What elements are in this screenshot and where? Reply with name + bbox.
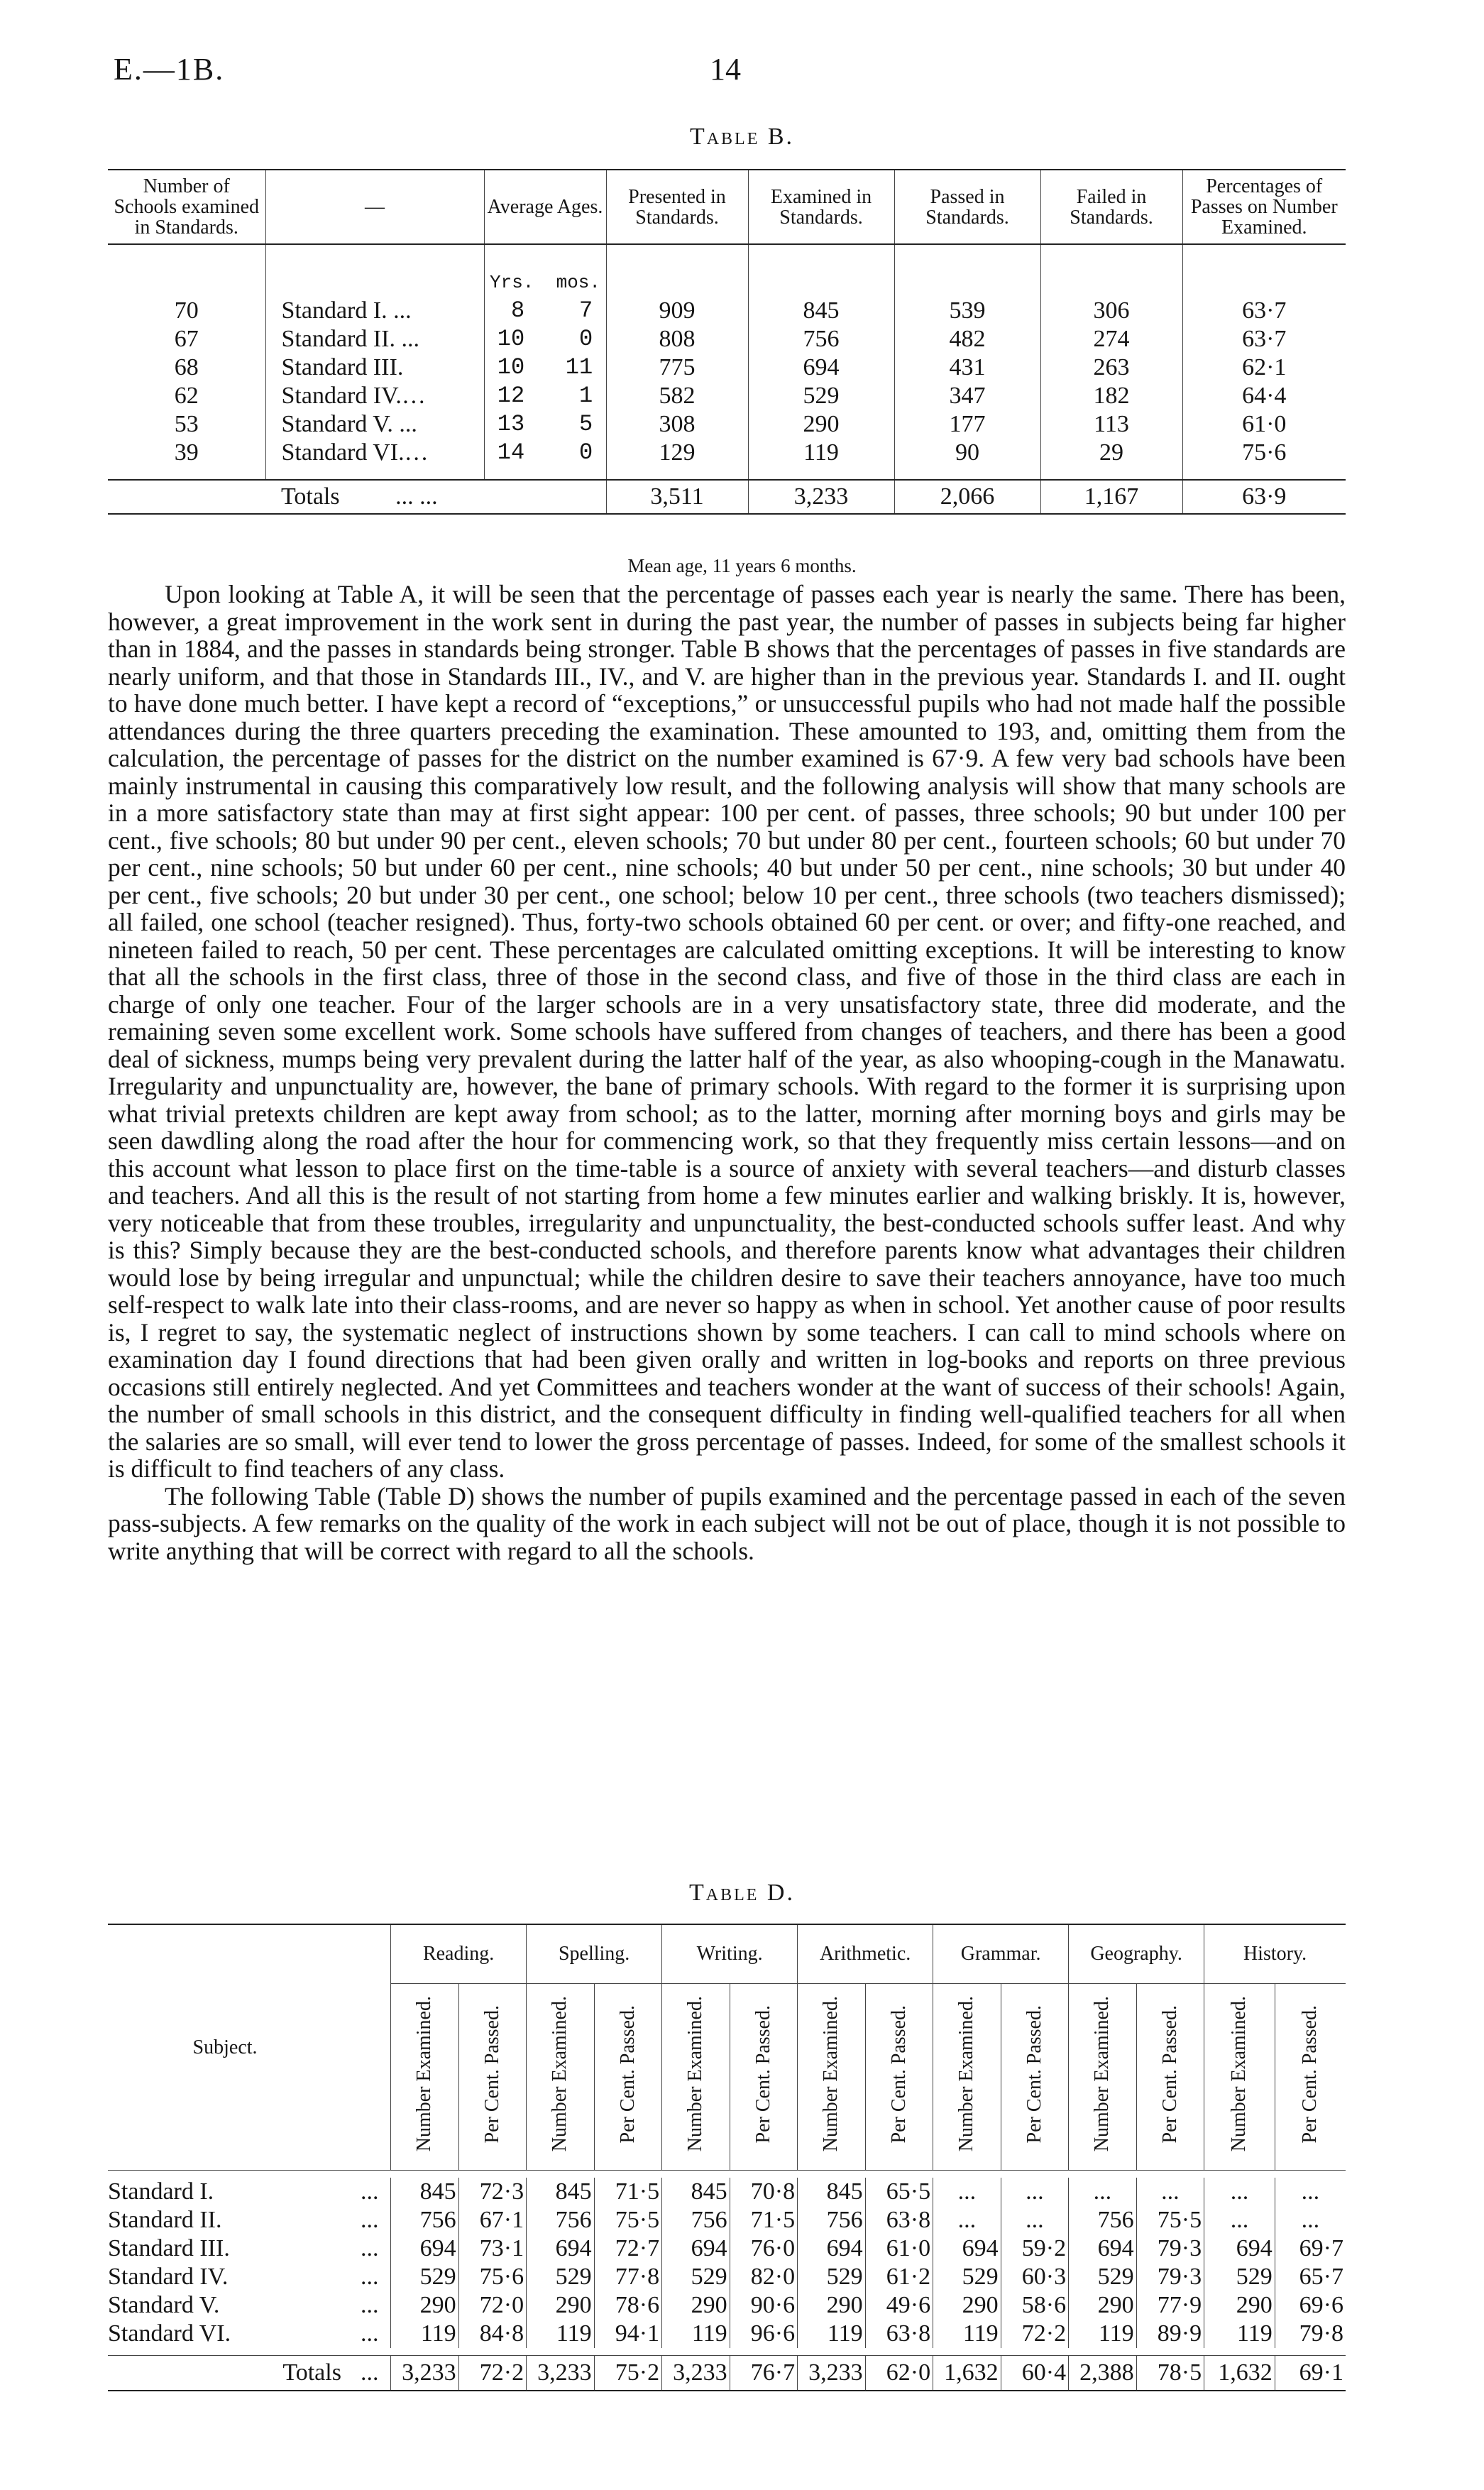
number-examined-cell: 290: [933, 2291, 1001, 2320]
table-d-subject-row: [108, 1924, 1346, 1984]
table-b-passed-cell: 431: [894, 353, 1040, 382]
per-cent-passed-cell: 60·4: [1001, 2356, 1069, 2391]
rotated-header-label: Per Cent. Passed.: [1023, 2004, 1045, 2144]
subject-history: History.: [1204, 1924, 1346, 1984]
number-examined-cell: 2,388: [1069, 2356, 1137, 2391]
per-cent-passed-cell: 75·5: [1136, 2206, 1204, 2234]
per-cent-passed-cell: 71·5: [730, 2206, 798, 2234]
rotated-header-label: Number Examined.: [820, 1996, 842, 2152]
subject-spelling: Spelling.: [527, 1924, 662, 1984]
standard-name: Standard IV.: [108, 2264, 229, 2290]
table-b-percentage-cell: 64·4: [1182, 382, 1346, 410]
number-examined-cell: 119: [527, 2320, 595, 2348]
table-b-percentage-cell: 61·0: [1182, 410, 1346, 439]
table-b-passed-cell: 482: [894, 325, 1040, 353]
table-b-percentage-cell: 63·7: [1182, 297, 1346, 325]
table-b-percentage-cell: 62·1: [1182, 353, 1346, 382]
per-cent-passed-cell: 82·0: [730, 2263, 798, 2291]
number-examined-header: [527, 1984, 595, 2171]
number-examined-cell: 756: [1069, 2206, 1137, 2234]
per-cent-passed-cell: 70·8: [730, 2178, 798, 2206]
table-b-standard-cell: Standard II. ...: [265, 325, 484, 353]
leader-dots: ...: [360, 2320, 379, 2347]
table-b-examined-cell: 119: [748, 439, 894, 467]
per-cent-passed-cell: 90·6: [730, 2291, 798, 2320]
number-examined-cell: 119: [933, 2320, 1001, 2348]
table-b-passed-cell: 177: [894, 410, 1040, 439]
table-b-standard-cell: Standard V. ...: [265, 410, 484, 439]
number-examined-cell: 3,233: [391, 2356, 459, 2391]
col-percentage-header: Percentages of Passes on Number Examined.: [1182, 170, 1346, 244]
per-cent-passed-cell: 61·0: [865, 2234, 933, 2263]
table-b-passed-cell: 347: [894, 382, 1040, 410]
rotated-header-label: Number Examined.: [549, 1996, 571, 2152]
table-b-ages-cell: 12 1: [484, 382, 606, 410]
per-cent-passed-cell: 79·3: [1136, 2234, 1204, 2263]
per-cent-passed-cell: 76·7: [730, 2356, 798, 2391]
per-cent-passed-cell: 72·2: [458, 2356, 527, 2391]
number-examined-cell: 119: [798, 2320, 866, 2348]
rotated-header-label: Per Cent. Passed.: [1299, 2004, 1321, 2144]
leader-dots: ...: [360, 2207, 379, 2233]
per-cent-passed-cell: ...: [1275, 2178, 1346, 2206]
rotated-header-label: Per Cent. Passed.: [616, 2004, 639, 2144]
table-b-row: [108, 410, 1346, 439]
table-b-schools-cell: 62: [174, 383, 199, 409]
per-cent-passed-cell: 60·3: [1001, 2263, 1069, 2291]
page-number: 14: [710, 52, 741, 87]
number-examined-header: [798, 1984, 866, 2171]
table-b-standard-cell: Standard III.: [265, 353, 484, 382]
rotated-header-label: Per Cent. Passed.: [480, 2004, 503, 2144]
number-examined-cell: 694: [933, 2234, 1001, 2263]
number-examined-cell: ...: [933, 2178, 1001, 2206]
subject-geography: Geography.: [1069, 1924, 1204, 1984]
number-examined-cell: 529: [391, 2263, 459, 2291]
table-b-row: [108, 353, 1346, 382]
leader-dots: ...: [358, 2356, 391, 2391]
table-b-passed-cell: 90: [894, 439, 1040, 467]
per-cent-passed-cell: 63·8: [865, 2320, 933, 2348]
number-examined-cell: 1,632: [1204, 2356, 1275, 2391]
number-examined-cell: 756: [391, 2206, 459, 2234]
paragraph-analysis: Upon looking at Table A, it will be seen that the percentage of passes each year is nearly the same. There has been, however, a great improvement in the work sent in during the past year, the number of passes in subjects being far higher than in 1884, and the passes in standards being stronger. Table B shows that the percentages of passes in five standards are nearly uniform, and that those in Standards III., IV., and V. are higher than in the previous year. Standards I. and II. ought to have done much better. I have kept a record of “exceptions,” or unsuccessful pupils who had not made half the possible attendances during the three quarters preceding the examination. These amounted to 193, and, omitting them from the calculation, the percentage of passes for the district on the number examined is 67·9. A few very bad schools have been mainly instrumental in causing this comparatively low result, and the following analysis will show that many schools are in a more satisfactory state than may at first sight appear: 100 per cent. of passes, three schools; 90 but under 100 per cent., five schools; 80 but under 90 per cent., eleven schools; 70 but under 80 per cent., fourteen schools; 60 but under 70 per cent., nine schools; 50 but under 60 per cent., nine schools; 40 but under 50 per cent., nine schools; 30 but under 40 per cent., five schools; 20 but under 30 per cent., one school; below 10 per cent., three schools (two teachers dismissed); all failed, one school (teacher resigned). Thus, forty-two schools obtained 60 per cent. or over; and fifty-one reached, and nineteen failed to reach, 50 per cent. These percentages are calculated omitting exceptions. It will be interesting to know that all the schools in the first class, three of those in the second class, and five of those in the third class are each in charge of only one teacher. Four of the larger schools are in a very unsatisfactory state, three did moderate, and the remaining seven some excellent work. Some schools have suffered from changes of teachers, and there has been a good deal of sickness, mumps being very prevalent during the latter half of the year, as also whooping-cough in the Manawatu. Irregularity and unpunctuality are, however, the bane of primary schools. With regard to the former it is surprising upon what trivial pretexts children are kept away from school; as to the latter, morning after morning boys and girls may be seen dawdling along the road after the hour for commencing work, so that they frequently miss certain lessons—and on this account what lesson to place first on the time-table is a source of anxiety with several teachers—and disturb classes and teachers. And all this is the result of not starting from home a few minutes earlier and walking briskly. It is, however, very noticeable that from these troubles, irregularity and unpunctuality, the best-conducted schools suffer least. And why is this? Simply because they are the best-conducted schools, and therefore parents know what advantages their children would lose by being irregular and unpunctual; while the children desire to save their teachers annoyance, have too much self-respect to walk late into their class-rooms, and are never so happy as when in school. Yet another cause of poor results is, I regret to say, the systematic neglect of instructions shown by some teachers. I can call to mind schools where on examination day I found directions that had been given orally and written in log-books and reports on three previous occasions still entirely neglected. And yet Committees and teachers wonder at the want of success of their schools! Again, the number of small schools in this district, and the consequent difficulty in finding well-qualified teachers for all when the salaries are so small, will ever tend to lower the gross percentage of passes. Indeed, for some of the smallest schools it is difficult to find teachers of any class.: [108, 580, 1346, 1483]
per-cent-passed-header: [1136, 1984, 1204, 2171]
table-b-ages-cell: 13 5: [484, 410, 606, 439]
per-cent-passed-cell: 75·2: [594, 2356, 662, 2391]
table-b-presented-cell: 808: [606, 325, 748, 353]
per-cent-passed-cell: 77·8: [594, 2263, 662, 2291]
table-b-spacer: [108, 467, 1346, 480]
number-examined-cell: 756: [527, 2206, 595, 2234]
table-b: [108, 169, 1346, 515]
leader-dots: ...: [360, 2178, 379, 2205]
per-cent-passed-cell: 72·3: [458, 2178, 527, 2206]
standard-name: Standard III.: [108, 2235, 230, 2261]
table-b-ages-cell: 10 11: [484, 353, 606, 382]
table-b-failed-cell: 263: [1040, 353, 1182, 382]
totals-presented: 3,511: [606, 480, 748, 514]
per-cent-passed-header: [1275, 1984, 1346, 2171]
subject-grammar: Grammar.: [933, 1924, 1069, 1984]
per-cent-passed-header: [594, 1984, 662, 2171]
table-b-presented-cell: 775: [606, 353, 748, 382]
number-examined-cell: 119: [1069, 2320, 1137, 2348]
rotated-header-label: Per Cent. Passed.: [887, 2004, 910, 2144]
per-cent-passed-cell: ...: [1275, 2206, 1346, 2234]
table-b-examined-cell: 290: [748, 410, 894, 439]
per-cent-passed-cell: 96·6: [730, 2320, 798, 2348]
table-b-schools-cell: 53: [174, 411, 199, 437]
per-cent-passed-header: [730, 1984, 798, 2171]
table-b-presented-cell: 582: [606, 382, 748, 410]
rotated-header-label: Number Examined.: [413, 1996, 436, 2152]
rotated-header-label: Number Examined.: [1228, 1996, 1251, 2152]
report-body: [108, 581, 1346, 1564]
number-examined-cell: 694: [798, 2234, 866, 2263]
per-cent-passed-cell: 49·6: [865, 2291, 933, 2320]
table-b-row: [108, 297, 1346, 325]
table-b-examined-cell: 529: [748, 382, 894, 410]
table-b-header-row: [108, 170, 1346, 244]
per-cent-passed-cell: 69·7: [1275, 2234, 1346, 2263]
number-examined-cell: 290: [527, 2291, 595, 2320]
per-cent-passed-cell: ...: [1001, 2178, 1069, 2206]
table-b-standard-cell: Standard I. ...: [265, 297, 484, 325]
table-d: [108, 1924, 1346, 2391]
table-b-standard-cell: Standard VI.…: [265, 439, 484, 467]
table-b-presented-cell: 909: [606, 297, 748, 325]
number-examined-cell: 290: [391, 2291, 459, 2320]
number-examined-cell: 119: [1204, 2320, 1275, 2348]
number-examined-cell: 756: [662, 2206, 730, 2234]
per-cent-passed-header: [865, 1984, 933, 2171]
number-examined-cell: 845: [391, 2178, 459, 2206]
col-failed-header: Failed in Standards.: [1040, 170, 1182, 244]
per-cent-passed-cell: 62·0: [865, 2356, 933, 2391]
standard-name: Totals: [108, 2356, 358, 2391]
rotated-header-label: Number Examined.: [955, 1996, 978, 2152]
number-examined-cell: ...: [1204, 2206, 1275, 2234]
subject-arithmetic: Arithmetic.: [798, 1924, 933, 1984]
table-d-spacer: [108, 2348, 1346, 2356]
leader-dots: ...: [360, 2264, 379, 2290]
number-examined-cell: 694: [391, 2234, 459, 2263]
table-d-totals-row: [108, 2356, 1346, 2391]
per-cent-passed-cell: ...: [1136, 2178, 1204, 2206]
per-cent-passed-cell: 89·9: [1136, 2320, 1204, 2348]
table-b-caption: Table B.: [689, 124, 795, 150]
number-examined-cell: 845: [798, 2178, 866, 2206]
per-cent-passed-cell: 73·1: [458, 2234, 527, 2263]
table-b-examined-cell: 694: [748, 353, 894, 382]
rotated-header-label: Per Cent. Passed.: [1158, 2004, 1181, 2144]
table-b-schools-cell: 68: [174, 354, 199, 380]
table-d-row: [108, 2320, 1346, 2348]
per-cent-passed-cell: 61·2: [865, 2263, 933, 2291]
col-standard-header: —: [265, 170, 484, 244]
subject-header: Subject.: [108, 1924, 391, 2171]
rotated-header-label: Number Examined.: [684, 1996, 707, 2152]
table-b-examined-cell: 756: [748, 325, 894, 353]
document-code: E.—1B.: [114, 52, 225, 87]
table-b-failed-cell: 306: [1040, 297, 1182, 325]
table-d-row: [108, 2263, 1346, 2291]
per-cent-passed-cell: 78·5: [1136, 2356, 1204, 2391]
rotated-header-label: Number Examined.: [1091, 1996, 1114, 2152]
number-examined-cell: ...: [1069, 2178, 1137, 2206]
col-presented-header: Presented in Standards.: [606, 170, 748, 244]
table-b-schools-cell: 39: [174, 439, 199, 466]
number-examined-cell: ...: [933, 2206, 1001, 2234]
table-b-schools-cell: 67: [174, 326, 199, 352]
number-examined-header: [1204, 1984, 1275, 2171]
number-examined-cell: 3,233: [798, 2356, 866, 2391]
age-units: Yrs. mos.: [484, 268, 606, 297]
per-cent-passed-cell: 63·8: [865, 2206, 933, 2234]
number-examined-cell: 845: [527, 2178, 595, 2206]
table-b-ages-cell: 8 7: [484, 297, 606, 325]
per-cent-passed-cell: 67·1: [458, 2206, 527, 2234]
number-examined-cell: 694: [1204, 2234, 1275, 2263]
number-examined-cell: 694: [527, 2234, 595, 2263]
standard-name: Standard V.: [108, 2292, 220, 2318]
per-cent-passed-cell: 72·0: [458, 2291, 527, 2320]
per-cent-passed-cell: 65·5: [865, 2178, 933, 2206]
table-d-row: [108, 2291, 1346, 2320]
paragraph-table-d-intro: The following Table (Table D) shows the number of pupils examined and the percentage passed in each of the seven pass-subjects. A few remarks on the quality of the work in each subject will not be out of place, though it is not possible to write anything that will be correct with regard to all the schools.: [108, 1481, 1346, 1565]
number-examined-cell: 1,632: [933, 2356, 1001, 2391]
per-cent-passed-cell: 76·0: [730, 2234, 798, 2263]
per-cent-passed-cell: 79·8: [1275, 2320, 1346, 2348]
per-cent-passed-cell: 78·6: [594, 2291, 662, 2320]
table-d-row: [108, 2234, 1346, 2263]
number-examined-cell: 290: [798, 2291, 866, 2320]
number-examined-cell: 119: [391, 2320, 459, 2348]
number-examined-header: [662, 1984, 730, 2171]
table-d-row: [108, 2178, 1346, 2206]
table-b-failed-cell: 182: [1040, 382, 1182, 410]
number-examined-cell: 529: [798, 2263, 866, 2291]
number-examined-cell: 3,233: [527, 2356, 595, 2391]
table-d-caption: Table D.: [689, 1880, 795, 1906]
per-cent-passed-cell: 69·1: [1275, 2356, 1346, 2391]
leader-dots: ...: [360, 2235, 379, 2261]
per-cent-passed-cell: 77·9: [1136, 2291, 1204, 2320]
col-schools-header: Number of Schools examined in Standards.: [108, 170, 265, 244]
col-passed-header: Passed in Standards.: [894, 170, 1040, 244]
table-b-percentage-cell: 75·6: [1182, 439, 1346, 467]
number-examined-header: [1069, 1984, 1137, 2171]
col-examined-header: Examined in Standards.: [748, 170, 894, 244]
per-cent-passed-cell: 58·6: [1001, 2291, 1069, 2320]
number-examined-cell: 756: [798, 2206, 866, 2234]
number-examined-cell: 694: [662, 2234, 730, 2263]
number-examined-cell: 3,233: [662, 2356, 730, 2391]
standard-name: Standard II.: [108, 2207, 222, 2233]
totals-examined: 3,233: [748, 480, 894, 514]
table-b-presented-cell: 308: [606, 410, 748, 439]
number-examined-cell: 529: [527, 2263, 595, 2291]
table-b-failed-cell: 113: [1040, 410, 1182, 439]
totals-label-text: Totals: [281, 483, 340, 510]
leader-dots: ...: [360, 2292, 379, 2318]
totals-passed: 2,066: [894, 480, 1040, 514]
per-cent-passed-cell: 65·7: [1275, 2263, 1346, 2291]
number-examined-cell: 529: [662, 2263, 730, 2291]
standard-name: Standard I.: [108, 2178, 214, 2205]
per-cent-passed-cell: 94·1: [594, 2320, 662, 2348]
table-b-failed-cell: 274: [1040, 325, 1182, 353]
number-examined-header: [933, 1984, 1001, 2171]
per-cent-passed-cell: 84·8: [458, 2320, 527, 2348]
totals-percentage: 63·9: [1182, 480, 1346, 514]
number-examined-cell: 529: [1069, 2263, 1137, 2291]
totals-dots: ... ...: [395, 483, 438, 510]
table-b-percentage-cell: 63·7: [1182, 325, 1346, 353]
number-examined-cell: 529: [933, 2263, 1001, 2291]
per-cent-passed-cell: 75·5: [594, 2206, 662, 2234]
number-examined-cell: 694: [1069, 2234, 1137, 2263]
table-d-spacer: [108, 2171, 1346, 2178]
number-examined-cell: 119: [662, 2320, 730, 2348]
number-examined-cell: 290: [1204, 2291, 1275, 2320]
totals-label: [265, 480, 606, 514]
per-cent-passed-cell: 69·6: [1275, 2291, 1346, 2320]
table-b-standard-cell: Standard IV.…: [265, 382, 484, 410]
table-b-examined-cell: 845: [748, 297, 894, 325]
number-examined-cell: 290: [662, 2291, 730, 2320]
per-cent-passed-cell: 72·2: [1001, 2320, 1069, 2348]
table-b-spacer: [108, 244, 1346, 268]
number-examined-cell: 290: [1069, 2291, 1137, 2320]
table-b-row: [108, 325, 1346, 353]
rotated-header-label: Per Cent. Passed.: [752, 2004, 774, 2144]
per-cent-passed-cell: 71·5: [594, 2178, 662, 2206]
table-b-passed-cell: 539: [894, 297, 1040, 325]
col-ages-header: Average Ages.: [484, 170, 606, 244]
per-cent-passed-cell: 59·2: [1001, 2234, 1069, 2263]
table-b-ages-cell: 10 0: [484, 325, 606, 353]
per-cent-passed-header: [1001, 1984, 1069, 2171]
per-cent-passed-cell: 72·7: [594, 2234, 662, 2263]
table-b-row: [108, 382, 1346, 410]
table-b-presented-cell: 129: [606, 439, 748, 467]
subject-reading: Reading.: [391, 1924, 527, 1984]
table-d-row: [108, 2206, 1346, 2234]
number-examined-cell: ...: [1204, 2178, 1275, 2206]
table-b-ages-cell: 14 0: [484, 439, 606, 467]
number-examined-header: [391, 1984, 459, 2171]
per-cent-passed-cell: ...: [1001, 2206, 1069, 2234]
number-examined-cell: 845: [662, 2178, 730, 2206]
table-b-row: [108, 439, 1346, 467]
per-cent-passed-cell: 79·3: [1136, 2263, 1204, 2291]
table-b-failed-cell: 29: [1040, 439, 1182, 467]
table-b-schools-cell: 70: [174, 297, 199, 324]
table-b-totals-row: [108, 480, 1346, 514]
subject-writing: Writing.: [662, 1924, 798, 1984]
age-units-row: [108, 268, 1346, 297]
per-cent-passed-header: [458, 1984, 527, 2171]
totals-failed: 1,167: [1040, 480, 1182, 514]
mean-age-note: Mean age, 11 years 6 months.: [627, 555, 857, 576]
standard-name: Standard VI.: [108, 2320, 231, 2347]
number-examined-cell: 529: [1204, 2263, 1275, 2291]
per-cent-passed-cell: 75·6: [458, 2263, 527, 2291]
